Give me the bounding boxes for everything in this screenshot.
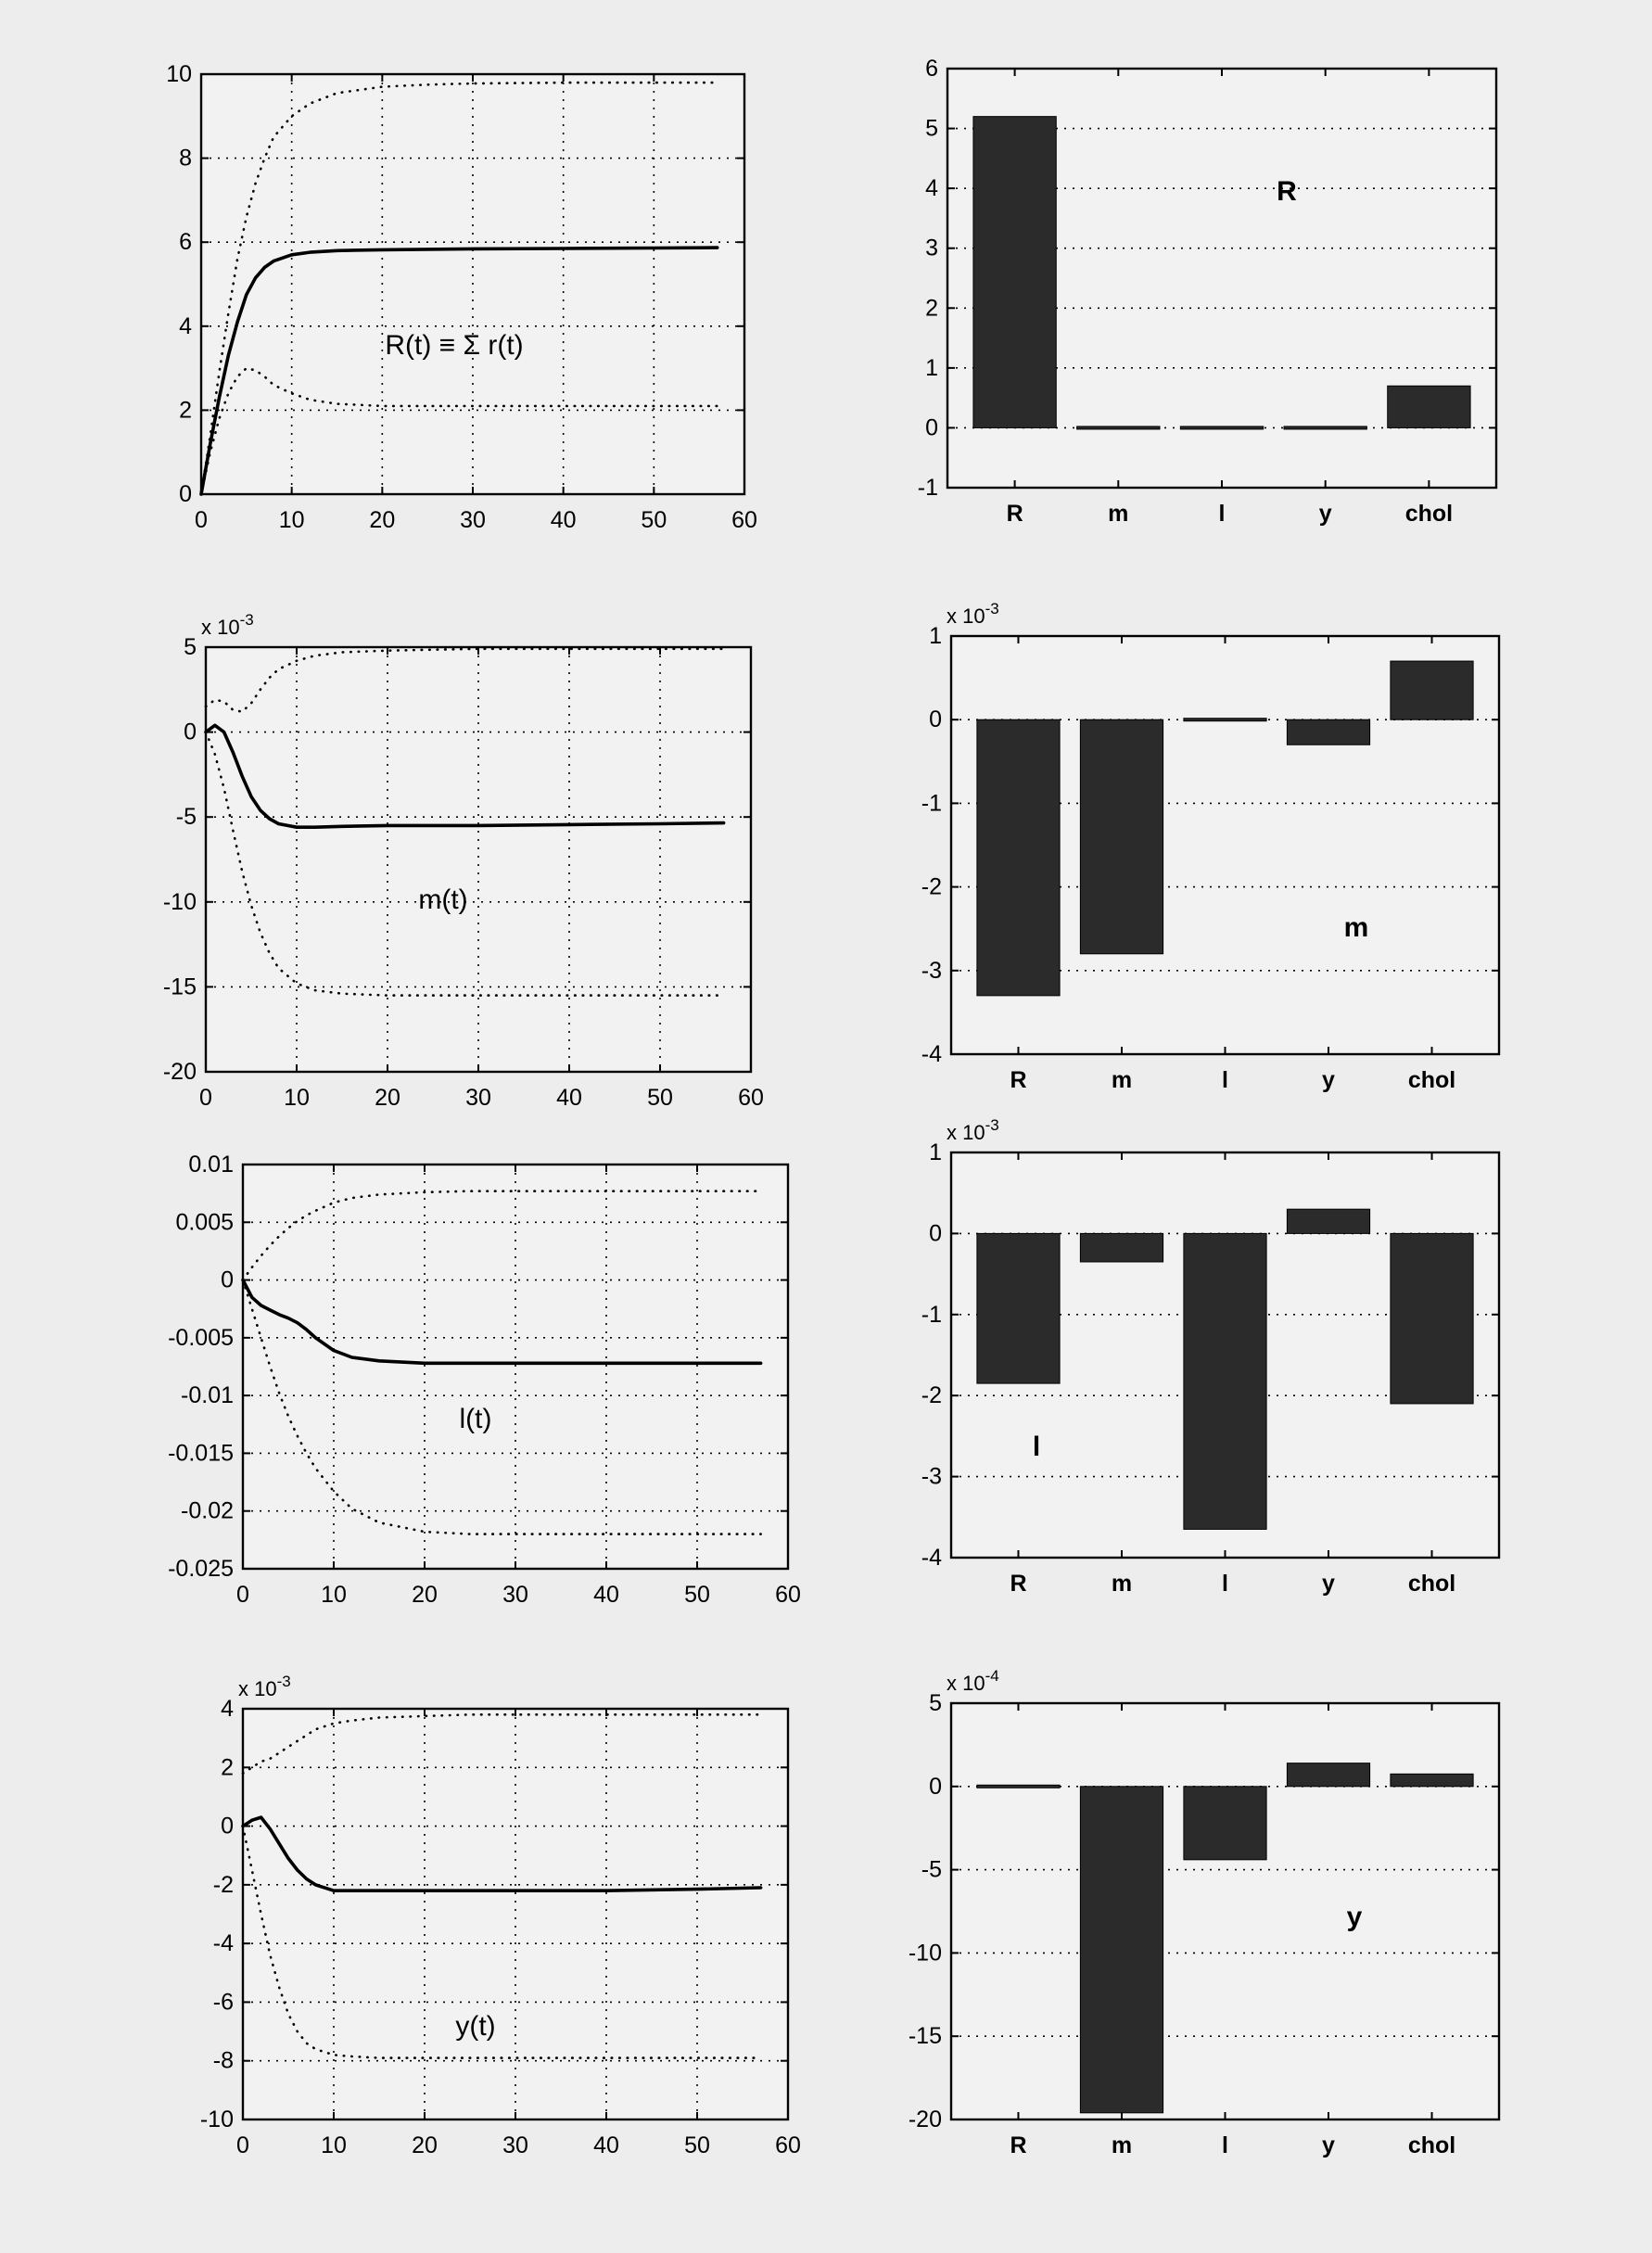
bar-y <box>1287 719 1369 745</box>
plot-annotation: m(t) <box>418 885 468 915</box>
y-tick-label: 6 <box>179 229 192 256</box>
exponent-base: x 10 <box>947 1672 985 1695</box>
chart-8 <box>909 1667 1499 2158</box>
x-tick-label: 60 <box>738 1085 764 1111</box>
bar-chol <box>1391 1774 1473 1786</box>
y-tick-label: 4 <box>179 312 192 339</box>
y-tick-label: -6 <box>212 1989 234 2016</box>
x-tick-label: 20 <box>369 507 396 533</box>
y-tick-label: 4 <box>221 1696 234 1722</box>
y-tick-label: 1 <box>929 623 942 649</box>
category-label: l <box>1218 501 1226 527</box>
bar-chol <box>1388 386 1470 427</box>
bar-y <box>1287 1763 1369 1787</box>
y-tick-label: -20 <box>162 1059 197 1085</box>
y-tick-label: 0 <box>179 481 192 507</box>
plot-annotation: R(t) ≡ Σ r(t) <box>385 330 524 361</box>
y-tick-label: -10 <box>162 888 197 915</box>
x-tick-label: 10 <box>284 1085 310 1111</box>
exponent-label <box>947 1667 999 1695</box>
category-label: y <box>1322 1067 1335 1093</box>
x-tick-label: 0 <box>195 507 208 533</box>
category-label: l <box>1222 1067 1228 1093</box>
x-tick-label: 20 <box>375 1085 400 1111</box>
chart-4 <box>921 600 1499 1093</box>
x-tick-label: 30 <box>460 507 486 533</box>
x-tick-label: 0 <box>236 2132 249 2158</box>
category-label: m <box>1111 1571 1133 1597</box>
x-tick-label: 30 <box>465 1085 491 1111</box>
y-tick-label: -10 <box>199 2107 234 2132</box>
y-tick-label: -0.01 <box>181 1382 234 1409</box>
plot-annotation: R <box>1277 176 1297 207</box>
bar-chol <box>1391 1233 1473 1404</box>
category-label: y <box>1322 1571 1335 1597</box>
y-tick-label: -5 <box>921 1856 942 1883</box>
y-tick-label: 2 <box>179 397 192 424</box>
y-tick-label: -2 <box>921 1382 942 1409</box>
y-tick-label: -10 <box>908 1940 942 1967</box>
y-tick-label: 5 <box>925 115 938 142</box>
y-tick-label: 3 <box>925 235 938 261</box>
plot-annotation: m <box>1343 912 1369 943</box>
x-tick-label: 10 <box>321 2132 347 2158</box>
exponent-base: x 10 <box>947 605 985 628</box>
y-tick-label: 0 <box>925 414 938 441</box>
y-tick-label: 0 <box>929 706 942 733</box>
plot-annotation: l <box>1032 1432 1041 1462</box>
category-label: R <box>1006 501 1023 527</box>
chart-5 <box>168 1152 801 1608</box>
exponent-power: -3 <box>239 611 254 629</box>
y-tick-label: -2 <box>921 873 942 900</box>
y-tick-label: -3 <box>921 1463 942 1490</box>
y-tick-label: 5 <box>929 1690 942 1716</box>
plot-background <box>951 1703 1499 2119</box>
x-tick-label: 40 <box>593 1582 619 1608</box>
y-tick-label: 5 <box>184 634 197 660</box>
category-label: R <box>1010 2132 1027 2158</box>
chart-1 <box>166 61 757 533</box>
category-label: m <box>1108 501 1129 527</box>
y-tick-label: 1 <box>929 1139 942 1165</box>
category-label: l <box>1222 2132 1228 2158</box>
bar-l <box>1184 719 1266 721</box>
y-tick-label: 0 <box>929 1220 942 1247</box>
x-tick-label: 50 <box>641 507 667 533</box>
y-tick-label: 8 <box>179 145 192 172</box>
category-label: chol <box>1407 1571 1456 1597</box>
bar-m <box>1077 426 1160 429</box>
category-label: l <box>1222 1571 1228 1597</box>
category-label: chol <box>1407 1067 1456 1093</box>
exponent-power: -3 <box>276 1673 291 1690</box>
x-tick-label: 50 <box>684 2132 710 2158</box>
y-tick-label: 0.005 <box>175 1209 234 1236</box>
plot-background <box>206 647 751 1072</box>
chart-2 <box>918 56 1496 527</box>
y-tick-label: -1 <box>921 1301 942 1328</box>
x-tick-label: 20 <box>412 1582 438 1608</box>
plot-annotation: y <box>1346 1902 1363 1932</box>
y-tick-label: -5 <box>175 804 197 831</box>
y-tick-label: -0.025 <box>168 1556 234 1582</box>
bar-R <box>973 117 1056 428</box>
bar-m <box>1080 1787 1163 2113</box>
bar-R <box>977 719 1060 996</box>
category-label: m <box>1111 1067 1133 1093</box>
x-tick-label: 60 <box>731 507 757 533</box>
exponent-base: x 10 <box>947 1121 985 1144</box>
bar-y <box>1284 426 1366 429</box>
exponent-label <box>238 1673 291 1700</box>
y-tick-label: 4 <box>925 175 938 202</box>
x-tick-label: 10 <box>278 507 305 533</box>
x-tick-label: 50 <box>684 1582 710 1608</box>
y-tick-label: -4 <box>921 1545 942 1571</box>
exponent-base: x 10 <box>201 616 240 639</box>
category-label: R <box>1010 1067 1027 1093</box>
bar-chol <box>1391 661 1473 719</box>
x-tick-label: 30 <box>502 1582 528 1608</box>
exponent-label <box>201 611 254 639</box>
y-tick-label: 0 <box>929 1773 942 1800</box>
chart-3 <box>163 611 764 1111</box>
category-label: m <box>1111 2132 1133 2158</box>
x-tick-label: 20 <box>412 2132 438 2158</box>
y-tick-label: -3 <box>921 957 942 984</box>
bar-m <box>1080 1233 1163 1262</box>
bar-y <box>1287 1209 1369 1233</box>
x-tick-label: 30 <box>502 2132 528 2158</box>
bar-R <box>977 1785 1060 1788</box>
plot-annotation: y(t) <box>455 2011 496 2042</box>
y-tick-label: -2 <box>212 1871 234 1898</box>
x-tick-label: 10 <box>321 1582 347 1608</box>
y-tick-label: -15 <box>908 2023 942 2050</box>
category-label: R <box>1010 1571 1027 1597</box>
y-tick-label: 2 <box>221 1754 234 1781</box>
x-tick-label: 60 <box>775 1582 801 1608</box>
exponent-power: -3 <box>985 1116 999 1134</box>
y-tick-label: 0 <box>221 1813 234 1839</box>
y-tick-label: -4 <box>921 1041 942 1067</box>
bar-l <box>1180 426 1263 429</box>
bar-l <box>1184 1233 1266 1529</box>
x-tick-label: 40 <box>556 1085 582 1111</box>
x-tick-label: 40 <box>550 507 577 533</box>
x-tick-label: 40 <box>593 2132 619 2158</box>
exponent-label <box>947 1116 999 1144</box>
y-tick-label: 0 <box>221 1267 234 1293</box>
y-tick-label: -8 <box>212 2047 234 2074</box>
y-tick-label: -4 <box>212 1930 234 1957</box>
y-tick-label: -1 <box>921 790 942 817</box>
plot-annotation: l(t) <box>459 1404 492 1434</box>
y-tick-label: -0.02 <box>181 1497 234 1524</box>
y-tick-label: 2 <box>925 295 938 322</box>
bar-R <box>977 1233 1060 1383</box>
x-tick-label: 50 <box>647 1085 673 1111</box>
x-tick-label: 60 <box>775 2132 801 2158</box>
y-tick-label: 10 <box>166 61 192 87</box>
category-label: chol <box>1407 2132 1456 2158</box>
exponent-power: -3 <box>985 600 999 617</box>
category-label: y <box>1318 501 1332 527</box>
y-tick-label: 0 <box>184 719 197 745</box>
x-tick-label: 0 <box>236 1582 249 1608</box>
bar-l <box>1184 1787 1266 1860</box>
category-label: chol <box>1404 501 1454 527</box>
chart-7 <box>200 1673 801 2158</box>
y-tick-label: -0.015 <box>168 1440 234 1467</box>
exponent-power: -4 <box>985 1667 999 1685</box>
exponent-base: x 10 <box>238 1677 277 1700</box>
y-tick-label: -0.005 <box>168 1324 234 1351</box>
chart-6 <box>921 1116 1499 1597</box>
y-tick-label: 1 <box>925 354 938 381</box>
y-tick-label: -15 <box>162 974 197 1000</box>
bar-m <box>1080 719 1163 954</box>
category-label: y <box>1322 2132 1335 2158</box>
y-tick-label: -1 <box>917 475 938 501</box>
y-tick-label: 0.01 <box>188 1152 234 1177</box>
x-tick-label: 0 <box>199 1085 212 1111</box>
exponent-label <box>947 600 999 628</box>
y-tick-label: -20 <box>908 2107 942 2132</box>
y-tick-label: 6 <box>925 56 938 82</box>
